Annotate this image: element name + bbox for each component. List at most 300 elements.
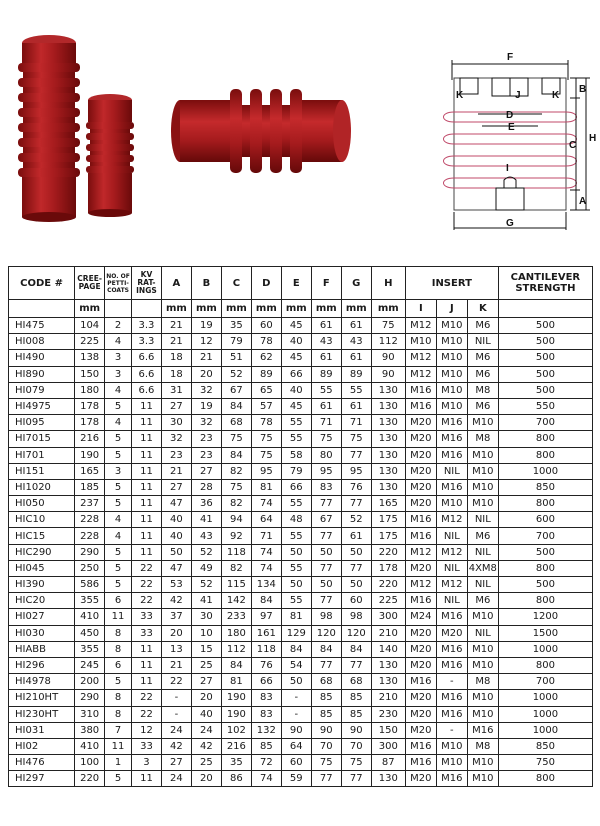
cell-a: 42 [161,593,191,609]
cell-f: 61 [311,318,341,334]
cell-a: - [161,706,191,722]
cell-d: 62 [251,350,281,366]
cell-insert-k: NIL [467,577,498,593]
cell-kv: 11 [131,544,161,560]
cell-code: HI210HT [9,690,75,706]
cell-insert-k: M10 [467,706,498,722]
cell-g: 77 [341,657,371,673]
cell-h: 90 [371,350,405,366]
cell-insert-k: M16 [467,722,498,738]
cell-g: 52 [341,512,371,528]
cell-cantilever: 800 [498,657,592,673]
cell-f: 75 [311,755,341,771]
cell-kv: 22 [131,706,161,722]
cell-h: 130 [371,674,405,690]
table-row [9,593,593,609]
cell-f: 77 [311,771,341,787]
diagram-label-e: E [508,122,515,133]
cell-petticoats: 5 [105,577,132,593]
cell-insert-k: M6 [467,366,498,382]
diagram-label-c: C [569,140,577,151]
cell-f: 85 [311,706,341,722]
cell-cantilever: 800 [498,560,592,576]
cell-petticoats: 4 [105,528,132,544]
diagram-label-k-left: K [456,90,464,101]
table-row [9,657,593,673]
cell-e: 40 [281,334,311,350]
cell-g: 61 [341,398,371,414]
cell-insert-k: M10 [467,755,498,771]
cell-a: 31 [161,382,191,398]
cell-f: 71 [311,415,341,431]
cell-insert-j: M16 [436,690,467,706]
cell-f: 77 [311,560,341,576]
table-row [9,738,593,754]
table-row [9,463,593,479]
cell-creepage: 355 [75,641,105,657]
cell-g: 61 [341,528,371,544]
table-row [9,577,593,593]
cell-d: 60 [251,318,281,334]
cell-cantilever: 500 [498,544,592,560]
cell-kv: 11 [131,528,161,544]
cell-d: 74 [251,560,281,576]
table-row [9,755,593,771]
cell-code: HI050 [9,496,75,512]
cell-kv: 22 [131,690,161,706]
cell-kv: 11 [131,463,161,479]
cell-cantilever: 700 [498,415,592,431]
cell-insert-k: M6 [467,593,498,609]
cell-g: 55 [341,382,371,398]
cell-creepage: 410 [75,609,105,625]
units-e: mm [281,300,311,318]
units-blank [498,300,592,318]
cell-a: 24 [161,771,191,787]
cell-h: 130 [371,415,405,431]
cell-insert-k: M10 [467,641,498,657]
cell-creepage: 228 [75,528,105,544]
header-creepage: CREE-PAGE [75,267,105,300]
cell-insert-k: NIL [467,625,498,641]
cell-creepage: 450 [75,625,105,641]
cell-a: 27 [161,479,191,495]
cell-d: 134 [251,577,281,593]
cell-insert-k: M10 [467,771,498,787]
cell-kv: 3.3 [131,318,161,334]
cell-creepage: 216 [75,431,105,447]
cell-a: - [161,690,191,706]
cell-cantilever: 500 [498,350,592,366]
cell-a: 20 [161,625,191,641]
cell-insert-j: M16 [436,706,467,722]
cell-insert-j: M10 [436,334,467,350]
cell-kv: 33 [131,738,161,754]
cell-kv: 33 [131,625,161,641]
header-f: F [311,267,341,300]
cell-h: 300 [371,609,405,625]
cell-insert-j: M16 [436,657,467,673]
cell-insert-j: M10 [436,382,467,398]
cell-cantilever: 500 [498,318,592,334]
table-row [9,674,593,690]
cell-creepage: 138 [75,350,105,366]
cell-h: 130 [371,431,405,447]
cell-cantilever: 800 [498,771,592,787]
header-cantilever: CANTILEVER STRENGTH [498,267,592,300]
cell-insert-i: M20 [405,625,436,641]
cell-a: 21 [161,318,191,334]
cell-h: 178 [371,560,405,576]
cell-g: 77 [341,560,371,576]
cell-d: 78 [251,334,281,350]
cell-kv: 11 [131,496,161,512]
cell-g: 50 [341,544,371,560]
cell-a: 24 [161,722,191,738]
cell-kv: 22 [131,593,161,609]
cell-insert-i: M16 [405,512,436,528]
cell-insert-k: M8 [467,674,498,690]
cell-code: HIC20 [9,593,75,609]
cell-cantilever: 800 [498,593,592,609]
cell-insert-i: M20 [405,657,436,673]
cell-h: 225 [371,593,405,609]
cell-d: 132 [251,722,281,738]
cell-insert-i: M20 [405,447,436,463]
cell-petticoats: 5 [105,447,132,463]
cell-h: 130 [371,463,405,479]
cell-f: 43 [311,334,341,350]
cell-d: 78 [251,415,281,431]
cell-creepage: 586 [75,577,105,593]
table-row [9,512,593,528]
cell-f: 50 [311,577,341,593]
cell-insert-i: M20 [405,722,436,738]
cell-g: 68 [341,674,371,690]
cell-insert-i: M16 [405,593,436,609]
cell-e: 55 [281,560,311,576]
table-row [9,560,593,576]
cell-e: 60 [281,755,311,771]
cell-b: 42 [191,738,221,754]
cell-a: 53 [161,577,191,593]
table-row [9,641,593,657]
cell-h: 90 [371,366,405,382]
cell-e: 90 [281,722,311,738]
cell-b: 10 [191,625,221,641]
cell-f: 68 [311,674,341,690]
insert-sub-k: K [467,300,498,318]
cell-b: 23 [191,447,221,463]
cell-insert-i: M20 [405,706,436,722]
cell-g: 75 [341,755,371,771]
cell-insert-k: M10 [467,657,498,673]
cell-e: 66 [281,366,311,382]
cell-a: 27 [161,755,191,771]
table-row [9,771,593,787]
cell-insert-k: NIL [467,334,498,350]
cell-creepage: 200 [75,674,105,690]
units-c: mm [221,300,251,318]
cell-d: 75 [251,431,281,447]
cell-b: 52 [191,544,221,560]
cell-a: 47 [161,560,191,576]
cell-creepage: 165 [75,463,105,479]
cell-c: 67 [221,382,251,398]
cell-cantilever: 800 [498,431,592,447]
cell-insert-k: M8 [467,382,498,398]
cell-g: 77 [341,771,371,787]
horizontal-insulator-photo [171,89,351,173]
cell-insert-i: M24 [405,609,436,625]
cell-e: 45 [281,350,311,366]
cell-insert-i: M12 [405,366,436,382]
diagram-label-d: D [506,110,514,121]
cell-code: HI1020 [9,479,75,495]
table-row [9,431,593,447]
cell-insert-k: M8 [467,738,498,754]
cell-h: 210 [371,690,405,706]
cell-code: HI4975 [9,398,75,414]
cell-b: 15 [191,641,221,657]
cell-c: 84 [221,398,251,414]
cell-d: 89 [251,366,281,382]
cell-d: 64 [251,512,281,528]
cell-creepage: 225 [75,334,105,350]
header-insert: INSERT [405,267,498,300]
cell-insert-j: M16 [436,415,467,431]
cell-insert-i: M20 [405,496,436,512]
table-row [9,544,593,560]
cell-insert-i: M20 [405,431,436,447]
cell-h: 140 [371,641,405,657]
cell-e: - [281,690,311,706]
cell-insert-j: M10 [436,496,467,512]
units-blank [105,300,132,318]
units-b: mm [191,300,221,318]
cell-kv: 6.6 [131,382,161,398]
cell-b: 24 [191,722,221,738]
cell-petticoats: 5 [105,560,132,576]
cell-c: 112 [221,641,251,657]
cell-insert-i: M16 [405,398,436,414]
cell-h: 165 [371,496,405,512]
cell-kv: 11 [131,771,161,787]
cell-insert-i: M12 [405,350,436,366]
cell-petticoats: 4 [105,415,132,431]
cell-c: 82 [221,496,251,512]
cell-c: 82 [221,560,251,576]
spec-table-body [9,318,593,787]
cell-petticoats: 6 [105,593,132,609]
cell-d: 74 [251,544,281,560]
table-row [9,609,593,625]
cell-e: 84 [281,641,311,657]
cell-d: 83 [251,706,281,722]
cell-c: 35 [221,755,251,771]
cell-code: HIC290 [9,544,75,560]
cell-d: 81 [251,479,281,495]
cell-code: HI151 [9,463,75,479]
cell-b: 27 [191,463,221,479]
cell-code: HI045 [9,560,75,576]
table-row [9,366,593,382]
cell-cantilever: 500 [498,334,592,350]
cell-b: 28 [191,479,221,495]
cell-insert-i: M20 [405,641,436,657]
cell-b: 40 [191,706,221,722]
cell-code: HI476 [9,755,75,771]
cell-kv: 22 [131,560,161,576]
cell-h: 175 [371,528,405,544]
cell-g: 85 [341,690,371,706]
cell-e: 45 [281,398,311,414]
cell-code: HI297 [9,771,75,787]
cell-insert-i: M12 [405,544,436,560]
cell-b: 32 [191,382,221,398]
cell-f: 98 [311,609,341,625]
cell-a: 32 [161,431,191,447]
cell-h: 220 [371,544,405,560]
cell-insert-j: M16 [436,479,467,495]
diagram-label-i: I [506,163,509,174]
cell-insert-k: M10 [467,609,498,625]
cell-d: 65 [251,382,281,398]
cell-insert-k: M6 [467,350,498,366]
cell-c: 82 [221,463,251,479]
cell-cantilever: 850 [498,738,592,754]
cell-d: 66 [251,674,281,690]
cell-f: 120 [311,625,341,641]
cell-e: 50 [281,544,311,560]
cell-b: 41 [191,512,221,528]
cell-b: 52 [191,577,221,593]
cell-creepage: 100 [75,755,105,771]
cell-e: - [281,706,311,722]
cell-g: 60 [341,593,371,609]
cell-d: 95 [251,463,281,479]
cell-e: 55 [281,431,311,447]
cell-c: 75 [221,431,251,447]
cell-code: HI890 [9,366,75,382]
cell-c: 84 [221,657,251,673]
cell-insert-i: M20 [405,771,436,787]
cell-g: 98 [341,609,371,625]
cell-f: 84 [311,641,341,657]
cell-c: 118 [221,544,251,560]
cell-g: 61 [341,318,371,334]
cell-e: 81 [281,609,311,625]
cell-f: 90 [311,722,341,738]
cell-e: 59 [281,771,311,787]
cell-insert-k: M6 [467,528,498,544]
cell-b: 27 [191,674,221,690]
cell-f: 77 [311,528,341,544]
cell-c: 92 [221,528,251,544]
cell-insert-k: M6 [467,318,498,334]
cell-h: 175 [371,512,405,528]
cell-d: 161 [251,625,281,641]
header-d: D [251,267,281,300]
cell-c: 233 [221,609,251,625]
cell-insert-i: M20 [405,690,436,706]
cell-b: 49 [191,560,221,576]
cell-kv: 11 [131,431,161,447]
cell-cantilever: 550 [498,398,592,414]
cell-cantilever: 600 [498,512,592,528]
cell-c: 84 [221,447,251,463]
units-f: mm [311,300,341,318]
cell-h: 130 [371,479,405,495]
cell-a: 18 [161,350,191,366]
cell-insert-i: M20 [405,463,436,479]
cell-b: 20 [191,366,221,382]
cell-h: 210 [371,625,405,641]
cell-f: 67 [311,512,341,528]
cell-d: 74 [251,496,281,512]
cell-code: HIC15 [9,528,75,544]
cell-insert-j: M10 [436,366,467,382]
cell-d: 84 [251,593,281,609]
cell-petticoats: 8 [105,706,132,722]
cell-insert-k: M10 [467,463,498,479]
cell-cantilever: 500 [498,366,592,382]
dimension-diagram [432,44,598,240]
cell-petticoats: 1 [105,755,132,771]
table-row [9,625,593,641]
cell-code: HI031 [9,722,75,738]
cell-code: HI475 [9,318,75,334]
cell-a: 47 [161,496,191,512]
cell-petticoats: 5 [105,398,132,414]
header-c: C [221,267,251,300]
cell-e: 55 [281,415,311,431]
insulator-photos [0,0,430,240]
cell-f: 89 [311,366,341,382]
cell-f: 77 [311,496,341,512]
cell-code: HI079 [9,382,75,398]
cell-insert-k: NIL [467,544,498,560]
cell-g: 70 [341,738,371,754]
cell-kv: 22 [131,577,161,593]
cell-h: 230 [371,706,405,722]
cell-a: 21 [161,657,191,673]
cell-code: HI008 [9,334,75,350]
cell-kv: 12 [131,722,161,738]
cell-d: 71 [251,528,281,544]
cell-h: 130 [371,657,405,673]
cell-cantilever: 1000 [498,706,592,722]
cell-kv: 11 [131,479,161,495]
short-insulator-photo [86,94,134,217]
cell-cantilever: 1500 [498,625,592,641]
cell-insert-j: - [436,674,467,690]
cell-h: 130 [371,398,405,414]
cell-cantilever: 1000 [498,690,592,706]
cell-a: 22 [161,674,191,690]
cell-kv: 11 [131,398,161,414]
cell-insert-j: M12 [436,512,467,528]
cell-kv: 6.6 [131,366,161,382]
cell-petticoats: 3 [105,463,132,479]
cell-d: 74 [251,771,281,787]
cell-cantilever: 500 [498,577,592,593]
cell-creepage: 250 [75,560,105,576]
cell-petticoats: 5 [105,479,132,495]
cell-insert-j: M10 [436,318,467,334]
insulator-spec-table [8,266,593,787]
cell-creepage: 150 [75,366,105,382]
